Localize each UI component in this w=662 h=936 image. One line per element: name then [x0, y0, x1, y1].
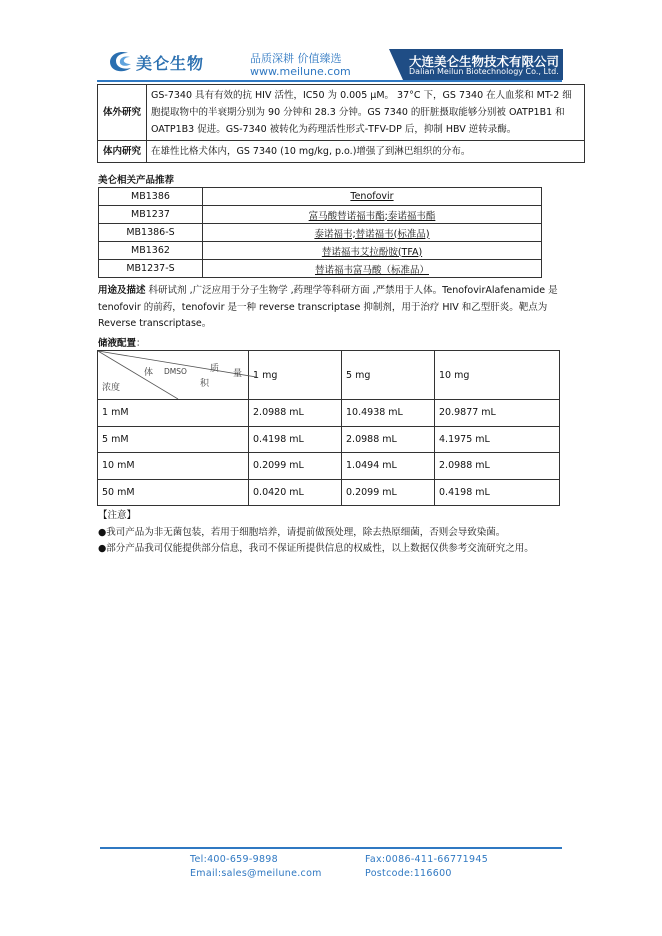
diag-label-dmso: DMSO	[164, 367, 187, 376]
note-item: ●我司产品为非无菌包装，若用于细胞培养，请提前做预处理，除去热原细菌，否则会导致染菌。	[98, 526, 506, 538]
table-row	[98, 426, 560, 453]
value-cell: 1.0494 mL	[342, 453, 435, 480]
header-divider	[97, 80, 562, 82]
stock-title-suffix: ：	[136, 338, 146, 349]
product-code: MB1237	[99, 206, 203, 224]
related-products-table	[98, 187, 542, 278]
footer-email[interactable]: Email:sales@meilune.com	[190, 868, 322, 879]
diag-label-liang: 量	[233, 369, 243, 379]
value-cell: 0.2099 mL	[342, 479, 435, 506]
footer-postcode: Postcode:116600	[365, 868, 452, 879]
table-row	[99, 206, 542, 224]
website-link[interactable]: www.meilune.com	[250, 65, 351, 78]
footer-tel: Tel:400-659-9898	[190, 854, 278, 865]
stock-header-row	[98, 351, 560, 400]
footer-divider	[100, 847, 562, 849]
in-vitro-text: GS-7340 具有有效的抗 HIV 活性，IC50 为 0.005 μM。 37°C 下，GS 7340 在人血浆和 MT-2 细胞提取物中的半衰期分别为 90 分钟和 28.3 分钟。GS 7340 的肝脏摄取能够分别被 OATP1B1 和 OATP1B3 促进。GS-7340 被转化为药理活性形式-TFV-DP 后，抑制 HBV 逆转录酶。	[147, 85, 585, 141]
table-row	[99, 260, 542, 278]
value-cell: 2.0988 mL	[435, 453, 560, 480]
conc-cell: 1 mM	[98, 400, 249, 427]
header-1mg: 1 mg	[249, 351, 342, 400]
conc-cell: 10 mM	[98, 453, 249, 480]
diag-label-zhi: 质	[210, 364, 220, 374]
usage-label: 用途及描述	[98, 285, 146, 296]
product-code: MB1386-S	[99, 224, 203, 242]
value-cell: 10.4938 mL	[342, 400, 435, 427]
header-5mg: 5 mg	[342, 351, 435, 400]
stock-title: 储液配置	[98, 338, 137, 349]
conc-cell: 50 mM	[98, 479, 249, 506]
usage-description	[98, 283, 564, 333]
slogan	[250, 52, 351, 78]
logo-swoosh-icon	[106, 50, 134, 74]
product-link[interactable]: 泰诺福韦;替诺福韦(标准品)	[203, 224, 542, 242]
product-link[interactable]: Tenofovir	[203, 188, 542, 206]
company-banner	[403, 49, 563, 80]
value-cell: 2.0988 mL	[249, 400, 342, 427]
notes-section	[98, 508, 534, 558]
value-cell: 2.0988 mL	[342, 426, 435, 453]
value-cell: 0.0420 mL	[249, 479, 342, 506]
product-link[interactable]: 替诺福韦富马酸（标准品）	[203, 260, 542, 278]
related-title: 美仑相关产品推荐	[98, 175, 175, 186]
value-cell: 4.1975 mL	[435, 426, 560, 453]
usage-text: 科研试剂 ,广泛应用于分子生物学 ,药理学等科研方面 ,严禁用于人体。TenofovirAlafenamide 是 tenofovir 的前药，tenofovir 是一种 reverse transcriptase 抑制剂，用于治疗 HIV 和乙型肝炎。靶点为 Reverse transcriptase。	[98, 285, 558, 329]
stock-title-wrap	[98, 335, 146, 349]
in-vivo-label: 体内研究	[98, 141, 147, 163]
value-cell: 0.2099 mL	[249, 453, 342, 480]
table-row	[99, 188, 542, 206]
value-cell: 0.4198 mL	[435, 479, 560, 506]
slogan-text: 品质深耕 价值臻选	[250, 52, 342, 65]
in-vitro-row	[98, 85, 585, 141]
diag-label-ji: 积	[200, 379, 210, 389]
value-cell: 20.9877 mL	[435, 400, 560, 427]
conc-cell: 5 mM	[98, 426, 249, 453]
product-link[interactable]: 富马酸替诺福韦酯;泰诺福韦酯	[203, 206, 542, 224]
company-logo	[106, 50, 216, 74]
company-name-en: Dalian Meilun Biotechnology Co., Ltd.	[409, 67, 559, 76]
table-row	[98, 453, 560, 480]
product-link[interactable]: 替诺福韦艾拉酚胺(TFA)	[203, 242, 542, 260]
product-code: MB1237-S	[99, 260, 203, 278]
in-vitro-label: 体外研究	[98, 85, 147, 141]
product-code: MB1386	[99, 188, 203, 206]
banner-corner	[389, 49, 403, 80]
stock-solution-table	[97, 350, 560, 506]
in-vivo-text: 在雄性比格犬体内，GS 7340 (10 mg/kg, p.o.)增强了到淋巴组织的分布。	[147, 141, 585, 163]
in-vivo-row	[98, 141, 585, 163]
diag-label-ti: 体	[144, 368, 154, 378]
table-row	[99, 224, 542, 242]
value-cell: 0.4198 mL	[249, 426, 342, 453]
notes-title: 【注意】	[98, 510, 137, 521]
diagonal-header-cell	[98, 351, 249, 400]
note-item: ●部分产品我司仅能提供部分信息，我司不保证所提供信息的权威性，以上数据仅供参考交流研究之用。	[98, 543, 534, 554]
research-table	[97, 84, 585, 163]
table-row	[98, 400, 560, 427]
company-name-cn: 大连美仑生物技术有限公司	[409, 54, 560, 69]
logo-text: 美仑生物	[136, 54, 205, 73]
table-row	[99, 242, 542, 260]
diag-label-nongdu: 浓度	[102, 383, 121, 393]
header-10mg: 10 mg	[435, 351, 560, 400]
product-code: MB1362	[99, 242, 203, 260]
table-row	[98, 479, 560, 506]
footer-fax: Fax:0086-411-66771945	[365, 854, 489, 865]
